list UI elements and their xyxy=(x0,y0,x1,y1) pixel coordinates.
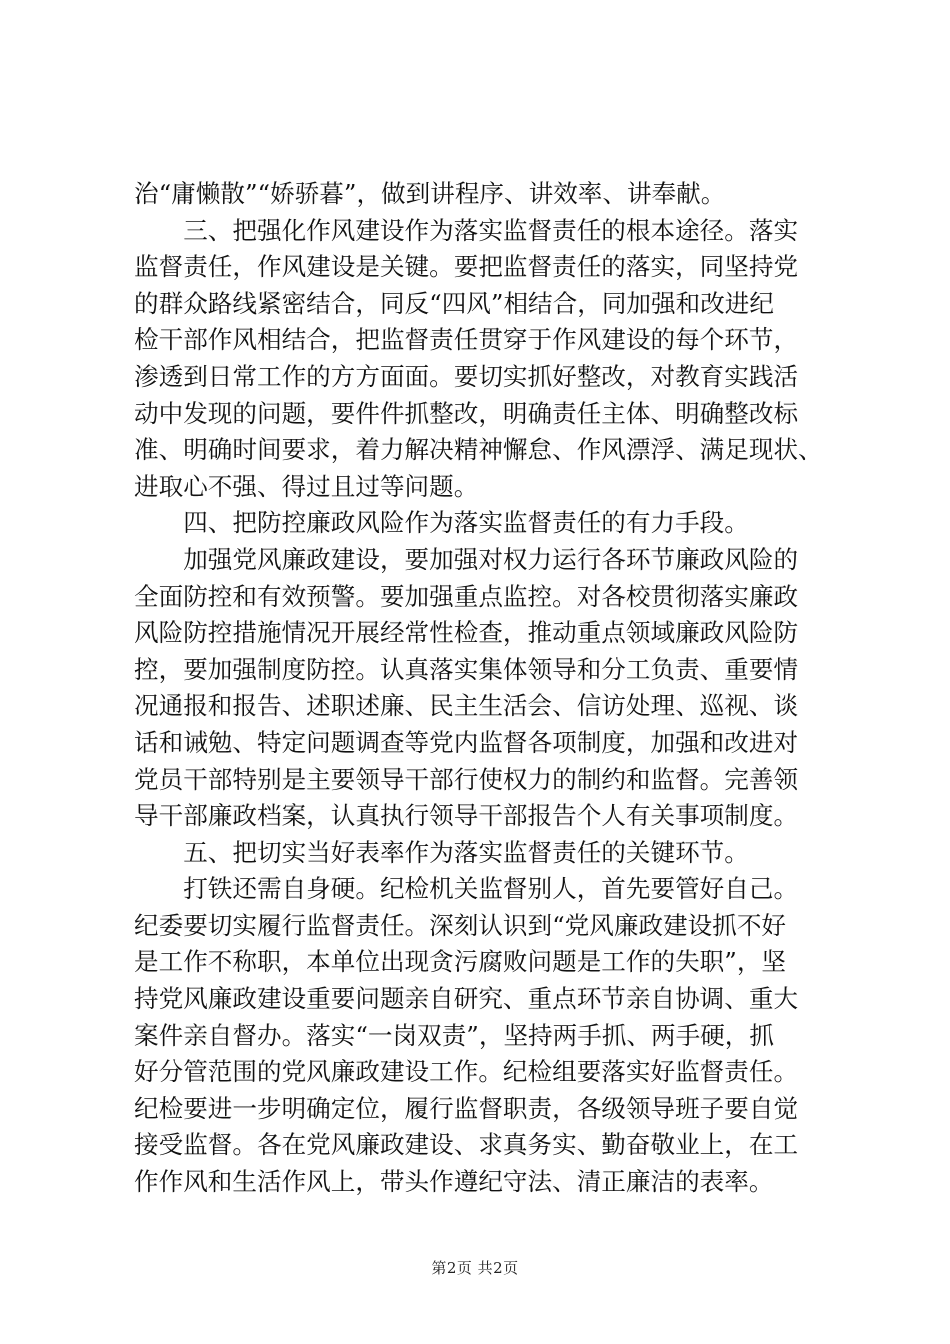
text-line: 三、把强化作风建设作为落实监督责任的根本途径。落实 xyxy=(134,215,799,245)
document-body xyxy=(134,176,824,1201)
text-line: 况通报和报告、述职述廉、民主生活会、信访处理、巡视、谈 xyxy=(134,691,799,721)
text-line: 好分管范围的党风廉政建设工作。纪检组要落实好监督责任。 xyxy=(134,1057,799,1087)
text-line: 作作风和生活作风上，带头作遵纪守法、清正廉洁的表率。 xyxy=(134,1167,774,1197)
text-line: 导干部廉政档案，认真执行领导干部报告个人有关事项制度。 xyxy=(134,801,799,831)
text-line: 动中发现的问题，要件件抓整改，明确责任主体、明确整改标 xyxy=(134,398,799,428)
text-line: 监督责任，作风建设是关键。要把监督责任的落实，同坚持党 xyxy=(134,252,799,282)
text-line: 话和诫勉、特定问题调查等党内监督各项制度，加强和改进对 xyxy=(134,727,799,757)
text-line: 纪委要切实履行监督责任。深刻认识到“党风廉政建设抓不好 xyxy=(134,910,787,940)
page-number: 第2页 共2页 xyxy=(431,1259,519,1277)
text-line: 案件亲自督办。落实“一岗双责”，坚持两手抓、两手硬，抓 xyxy=(134,1020,774,1050)
text-line: 接受监督。各在党风廉政建设、求真务实、勤奋敬业上，在工 xyxy=(134,1130,799,1160)
section-heading: 五、把切实当好表率作为落实监督责任的关键环节。 xyxy=(134,837,749,867)
text-line: 控，要加强制度防控。认真落实集体领导和分工负责、重要情 xyxy=(134,654,799,684)
text-line: 准、明确时间要求，着力解决精神懈怠、作风漂浮、满足现状、 xyxy=(134,435,823,465)
text-line: 的群众路线紧密结合，同反“四风”相结合，同加强和改进纪 xyxy=(134,288,774,318)
text-line: 纪检要进一步明确定位，履行监督职责，各级领导班子要自觉 xyxy=(134,1093,799,1123)
text-line: 打铁还需自身硬。纪检机关监督别人，首先要管好自己。 xyxy=(134,874,799,904)
text-line: 加强党风廉政建设，要加强对权力运行各环节廉政风险的 xyxy=(134,544,799,574)
text-line: 治“庸懒散”“娇骄暮”，做到讲程序、讲效率、讲奉献。 xyxy=(134,179,726,208)
section-heading: 四、把防控廉政风险作为落实监督责任的有力手段。 xyxy=(134,508,749,538)
text-line: 是工作不称职，本单位出现贪污腐败问题是工作的失职”，坚 xyxy=(134,947,787,977)
text-line: 检干部作风相结合，把监督责任贯穿于作风建设的每个环节， xyxy=(134,325,799,355)
text-line: 全面防控和有效预警。要加强重点监控。对各校贯彻落实廉政 xyxy=(134,581,799,611)
text-line: 进取心不强、得过且过等问题。 xyxy=(134,471,479,501)
text-line: 风险防控措施情况开展经常性检查，推动重点领域廉政风险防 xyxy=(134,618,799,648)
text-line: 渗透到日常工作的方方面面。要切实抓好整改，对教育实践活 xyxy=(134,361,799,391)
text-line: 持党风廉政建设重要问题亲自研究、重点环节亲自协调、重大 xyxy=(134,984,799,1014)
text-line: 党员干部特别是主要领导干部行使权力的制约和监督。完善领 xyxy=(134,764,799,794)
